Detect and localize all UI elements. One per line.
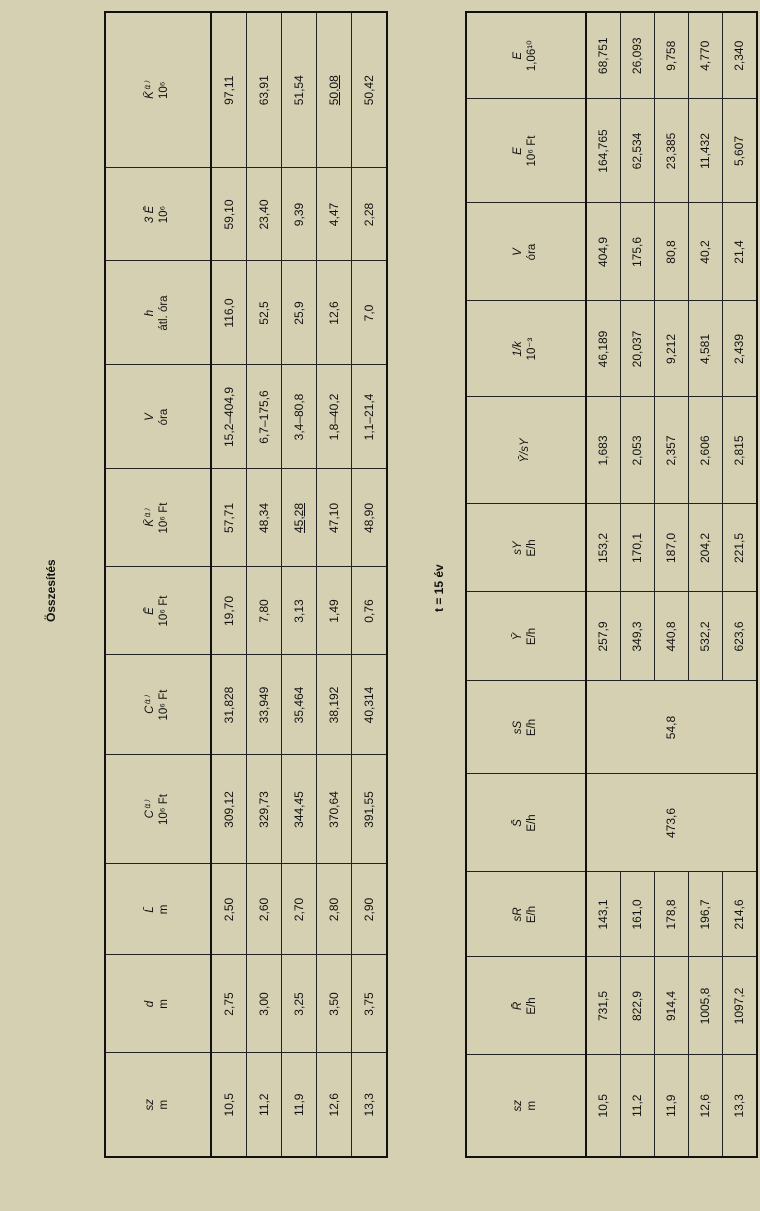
header-ss: sS E/h — [466, 681, 586, 774]
cell: 221,5 — [723, 504, 758, 592]
cell: 1097,2 — [723, 957, 758, 1055]
cell: 51,54 — [282, 12, 317, 168]
cell: 57,71 — [211, 469, 247, 567]
cell: 7,0 — [352, 261, 388, 365]
cell: 349,3 — [621, 592, 655, 681]
header-l-mean: L̄ m — [105, 864, 211, 955]
cell: 170,1 — [621, 504, 655, 592]
table-row — [586, 12, 621, 1157]
cell: 11,2 — [621, 1055, 655, 1157]
cell: 3,00 — [247, 955, 282, 1053]
cell: 1,8–40,2 — [317, 365, 352, 469]
cell: 116,0 — [211, 261, 247, 365]
header-y-mean: Ȳ E/h — [466, 592, 586, 681]
header-c1-b: C⁽¹⁾ 10⁶ Ft — [105, 655, 211, 755]
cell: 12,6 — [317, 261, 352, 365]
cell: 59,10 — [211, 168, 247, 261]
cell: 404,9 — [586, 203, 621, 301]
cell: 370,64 — [317, 755, 352, 864]
cell: 187,0 — [655, 504, 689, 592]
cell-s-mean-merged: 473,6 — [586, 774, 757, 872]
cell: 2,606 — [689, 397, 723, 504]
cell: 2,90 — [352, 864, 388, 955]
cell: 80,8 — [655, 203, 689, 301]
cell: 731,5 — [586, 957, 621, 1055]
header-r-mean: R̄ E/h — [466, 957, 586, 1055]
cell: 204,2 — [689, 504, 723, 592]
cell: 50,42 — [352, 12, 388, 168]
header-e-ft: E 10⁶ Ft — [466, 99, 586, 203]
cell: 9,758 — [655, 12, 689, 99]
cell: 63,91 — [247, 12, 282, 168]
cell: 26,093 — [621, 12, 655, 99]
cell: 2,28 — [352, 168, 388, 261]
cell: 7,80 — [247, 567, 282, 655]
cell: 161,0 — [621, 872, 655, 957]
cell: 4,47 — [317, 168, 352, 261]
cell: 196,7 — [689, 872, 723, 957]
table-row — [655, 12, 689, 1157]
cell: 38,192 — [317, 655, 352, 755]
cell-ss-merged: 54,8 — [586, 681, 757, 774]
header-e-discount: E 1,06¹⁰ — [466, 12, 586, 99]
header-sz: sz m — [105, 1053, 211, 1157]
header-sr: sR E/h — [466, 872, 586, 957]
cell: 344,45 — [282, 755, 317, 864]
cell: 309,12 — [211, 755, 247, 864]
cell: 2,439 — [723, 301, 758, 397]
table-row — [282, 12, 317, 1157]
cell: 1,683 — [586, 397, 621, 504]
table-row — [723, 12, 758, 1157]
table-row — [352, 12, 388, 1157]
header-y-over-sy: Ȳ/sY — [466, 397, 586, 504]
cell: 48,90 — [352, 469, 388, 567]
cell: 5,607 — [723, 99, 758, 203]
cell: 175,6 — [621, 203, 655, 301]
cell: 2,75 — [211, 955, 247, 1053]
cell: 23,40 — [247, 168, 282, 261]
cell: 3,75 — [352, 955, 388, 1053]
cell: 4,770 — [689, 12, 723, 99]
cell: 440,8 — [655, 592, 689, 681]
cell: 10,5 — [211, 1053, 247, 1157]
cell: 40,314 — [352, 655, 388, 755]
cell: 214,6 — [723, 872, 758, 957]
cell: 11,2 — [247, 1053, 282, 1157]
cell: 97,11 — [211, 12, 247, 168]
cell: 1005,8 — [689, 957, 723, 1055]
cell: 329,73 — [247, 755, 282, 864]
cell: 2,70 — [282, 864, 317, 955]
cell: 21,4 — [723, 203, 758, 301]
header-v: V óra — [466, 203, 586, 301]
summary-table-wrapper — [104, 11, 388, 1158]
cell: 12,6 — [317, 1053, 352, 1157]
header-h: h átl. óra — [105, 261, 211, 365]
heading-osszesites: Összesítés — [44, 559, 58, 622]
cell: 48,34 — [247, 469, 282, 567]
cell: 3,4–80,8 — [282, 365, 317, 469]
header-d: d m — [105, 955, 211, 1053]
cell: 47,10 — [317, 469, 352, 567]
header-v: V óra — [105, 365, 211, 469]
table-row — [211, 12, 247, 1157]
cell: 9,39 — [282, 168, 317, 261]
cell: 0,76 — [352, 567, 388, 655]
cell: 68,751 — [586, 12, 621, 99]
detail-table — [465, 11, 758, 1158]
cell: 6,7–175,6 — [247, 365, 282, 469]
table-row — [317, 12, 352, 1157]
summary-table — [104, 11, 388, 1158]
header-sy: sY E/h — [466, 504, 586, 592]
detail-header-row — [466, 12, 586, 1157]
detail-table-wrapper — [465, 11, 758, 1158]
table-row — [621, 12, 655, 1157]
cell: 12,6 — [689, 1055, 723, 1157]
cell: 4,581 — [689, 301, 723, 397]
cell: 164,765 — [586, 99, 621, 203]
cell: 3,13 — [282, 567, 317, 655]
cell: 10,5 — [586, 1055, 621, 1157]
header-k1-total: K̄⁽¹⁾ 10⁶ — [105, 12, 211, 168]
cell: 2,815 — [723, 397, 758, 504]
cell: 35,464 — [282, 655, 317, 755]
cell: 20,037 — [621, 301, 655, 397]
cell: 13,3 — [352, 1053, 388, 1157]
cell: 52,5 — [247, 261, 282, 365]
header-s-mean: S̄ E/h — [466, 774, 586, 872]
cell: 19,70 — [211, 567, 247, 655]
cell: 822,9 — [621, 957, 655, 1055]
summary-header-row — [105, 12, 211, 1157]
header-e-mean: Ē 10⁶ Ft — [105, 567, 211, 655]
header-sz: sz m — [466, 1055, 586, 1157]
table-row — [689, 12, 723, 1157]
cell: 153,2 — [586, 504, 621, 592]
cell: 46,189 — [586, 301, 621, 397]
header-c1-a: C⁽¹⁾ 10⁶ Ft — [105, 755, 211, 864]
cell: 257,9 — [586, 592, 621, 681]
cell: 1,49 — [317, 567, 352, 655]
cell: 178,8 — [655, 872, 689, 957]
cell: 13,3 — [723, 1055, 758, 1157]
cell: 25,9 — [282, 261, 317, 365]
cell-min-k1-total: 50,08 — [317, 12, 352, 168]
cell: 2,50 — [211, 864, 247, 955]
cell: 33,949 — [247, 655, 282, 755]
cell: 1,1–21,4 — [352, 365, 388, 469]
cell: 914,4 — [655, 957, 689, 1055]
cell: 2,053 — [621, 397, 655, 504]
cell: 2,340 — [723, 12, 758, 99]
cell: 391,55 — [352, 755, 388, 864]
header-k1-mean: K̄⁽¹⁾ 10⁶ Ft — [105, 469, 211, 567]
cell: 23,385 — [655, 99, 689, 203]
cell: 62,534 — [621, 99, 655, 203]
cell: 15,2–404,9 — [211, 365, 247, 469]
header-1-over-k: 1/k 10⁻³ — [466, 301, 586, 397]
cell: 40,2 — [689, 203, 723, 301]
cell: 3,50 — [317, 955, 352, 1053]
table-row — [247, 12, 282, 1157]
cell: 31,828 — [211, 655, 247, 755]
cell: 2,80 — [317, 864, 352, 955]
cell: 9,212 — [655, 301, 689, 397]
cell: 11,432 — [689, 99, 723, 203]
cell: 532,2 — [689, 592, 723, 681]
cell: 3,25 — [282, 955, 317, 1053]
cell: 143,1 — [586, 872, 621, 957]
cell: 11,9 — [655, 1055, 689, 1157]
cell: 623,6 — [723, 592, 758, 681]
cell: 11,9 — [282, 1053, 317, 1157]
heading-t-15-ev: t = 15 év — [432, 564, 446, 612]
cell-min-k1: 45,28 — [282, 469, 317, 567]
header-3e: 3 Ē 10⁶ — [105, 168, 211, 261]
cell: 2,60 — [247, 864, 282, 955]
cell: 2,357 — [655, 397, 689, 504]
